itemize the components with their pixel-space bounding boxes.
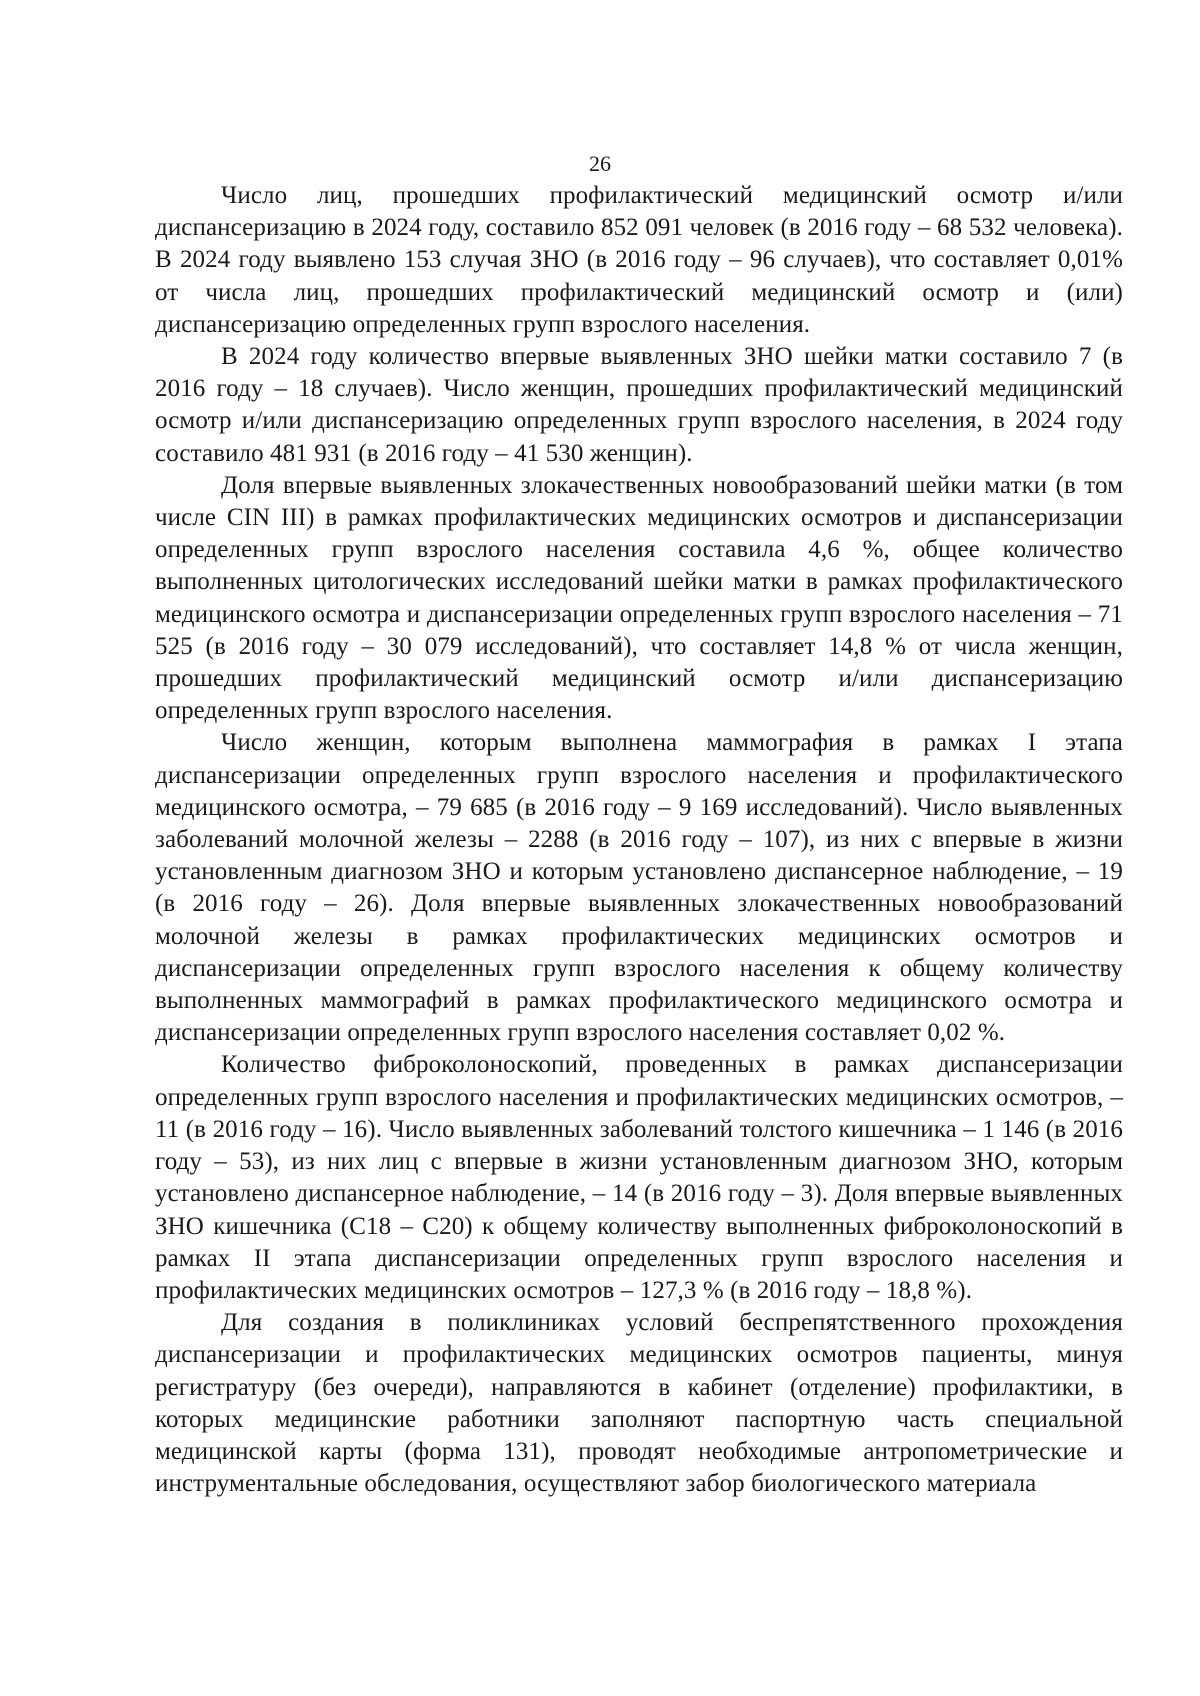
paragraph-screening-totals: Число лиц, прошедших профилактический медицинский осмотр и/или диспансеризацию в 2024 году, составило 852 091 человек (в 2016 году – 68 532 человека). В 2024 году выявлено 153 случая ЗНО (в 2016 году – 96 случаев), что составляет 0,01% от числа лиц, прошедших профилактический медицинский осмотр и (или) диспансеризацию определенных групп взрослого населения.	[155, 182, 1123, 338]
paragraph-cervical-cytology: Доля впервые выявленных злокачественных новообразований шейки матки (в том числе CIN III) в рамках профилактических медицинских осмотров и диспансеризации определенных групп взрослого населения составила 4,6 %, общее количество выполненных цитологических исследований шейки матки в рамках профилактического медицинского осмотра и диспансеризации определенных групп взрослого населения – 71 525 (в 2016 году – 30 079 исследований), что составляет 14,8 % от числа женщин, прошедших профилактический медицинский осмотр и/или диспансеризацию определенных групп взрослого населения.	[155, 471, 1123, 725]
page-number: 26	[589, 151, 611, 176]
paragraph-prevention-office: Для создания в поликлиниках условий беспрепятственного прохождения диспансеризации и профилактических медицинских осмотров пациенты, минуя регистратуру (без очереди), направляются в кабинет (отделение) профилактики, в которых медицинские работники заполняют паспортную часть специальной медицинской карты (форма 131), проводят необходимые антропометрические и инструментальные обследования, осуществляют забор биологического материала	[155, 1309, 1123, 1498]
document-body	[155, 180, 1123, 1500]
paragraph-mammography: Число женщин, которым выполнена маммография в рамках I этапа диспансеризации определенных групп взрослого населения и профилактического медицинского осмотра, – 79 685 (в 2016 году – 9 169 исследований). Число выявленных заболеваний молочной железы – 2288 (в 2016 году – 107), из них с впервые в жизни установленным диагнозом ЗНО и которым установлено диспансерное наблюдение, – 19 (в 2016 году – 26). Доля впервые выявленных злокачественных новообразований молочной железы в рамках профилактических медицинских осмотров и диспансеризации определенных групп взрослого населения к общему количеству выполненных маммографий в рамках профилактического медицинского осмотра и диспансеризации определенных групп взрослого населения составляет 0,02 %.	[155, 729, 1123, 1047]
paragraph-colonoscopy: Количество фиброколоноскопий, проведенных в рамках диспансеризации определенных групп взрослого населения и профилактических медицинских осмотров, – 11 (в 2016 году – 16). Число выявленных заболеваний толстого кишечника – 1 146 (в 2016 году – 53), из них лиц с впервые в жизни установленным диагнозом ЗНО, которым установлено диспансерное наблюдение, – 14 (в 2016 году – 3). Доля впервые выявленных ЗНО кишечника (С18 – С20) к общему количеству выполненных фиброколоноскопий в рамках II этапа диспансеризации определенных групп взрослого населения и профилактических медицинских осмотров – 127,3 % (в 2016 году – 18,8 %).	[155, 1051, 1123, 1304]
paragraph-cervical-cancer-cases: В 2024 году количество впервые выявленных ЗНО шейки матки составило 7 (в 2016 году – 18 случаев). Число женщин, прошедших профилактический медицинский осмотр и/или диспансеризацию определенных групп взрослого населения, в 2024 году составило 481 931 (в 2016 году – 41 530 женщин).	[155, 343, 1123, 467]
